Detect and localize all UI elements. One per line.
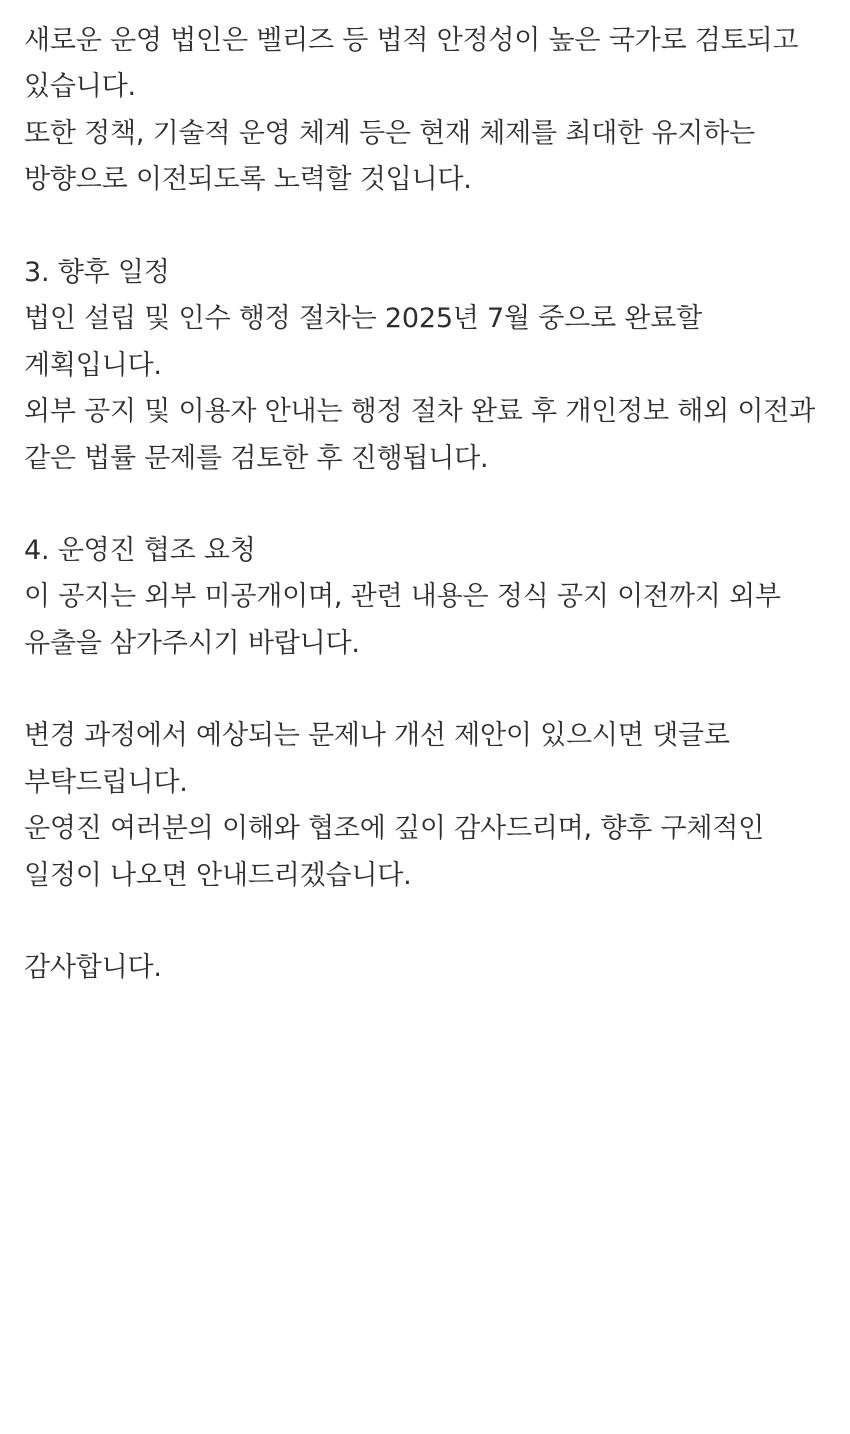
paragraph-new-entity: 새로운 운영 법인은 벨리즈 등 법적 안정성이 높은 국가로 검토되고 있습니다. [24, 25, 799, 103]
paragraph-external-notice: 외부 공지 및 이용자 안내는 행정 절차 완료 후 개인정보 해외 이전과 같은 법률 문제를 검토한 후 진행됩니다. [24, 396, 816, 474]
section-spacer-3 [24, 667, 824, 713]
section-spacer-1 [24, 204, 824, 250]
paragraph-closing: 감사합니다. [24, 952, 162, 983]
heading-cooperation-request: 4. 운영진 협조 요청 [24, 534, 256, 566]
bottom-spacer [24, 991, 824, 1031]
paragraph-incorporation-timeline: 법인 설립 및 인수 행정 절차는 2025년 7월 중으로 완료할 계획입니다. [24, 303, 702, 381]
heading-schedule: 3. 향후 일정 [24, 256, 170, 288]
paragraph-confidentiality: 이 공지는 외부 미공개이며, 관련 내용은 정식 공지 이전까지 외부 유출을 삼가주시기 바랍니다. [24, 581, 781, 659]
section-spacer-2 [24, 482, 824, 528]
section-spacer-4 [24, 899, 824, 945]
paragraph-feedback-request: 변경 과정에서 예상되는 문제나 개선 제안이 있으시면 댓글로 부탁드립니다. [24, 720, 730, 798]
paragraph-thanks-detail: 운영진 여러분의 이해와 협조에 깊이 감사드리며, 향후 구체적인 일정이 나오면 안내드리겠습니다. [24, 813, 764, 891]
paragraph-policy-continuity: 또한 정책, 기술적 운영 체계 등은 현재 체제를 최대한 유지하는 방향으로 이전되도록 노력할 것입니다. [24, 117, 755, 196]
